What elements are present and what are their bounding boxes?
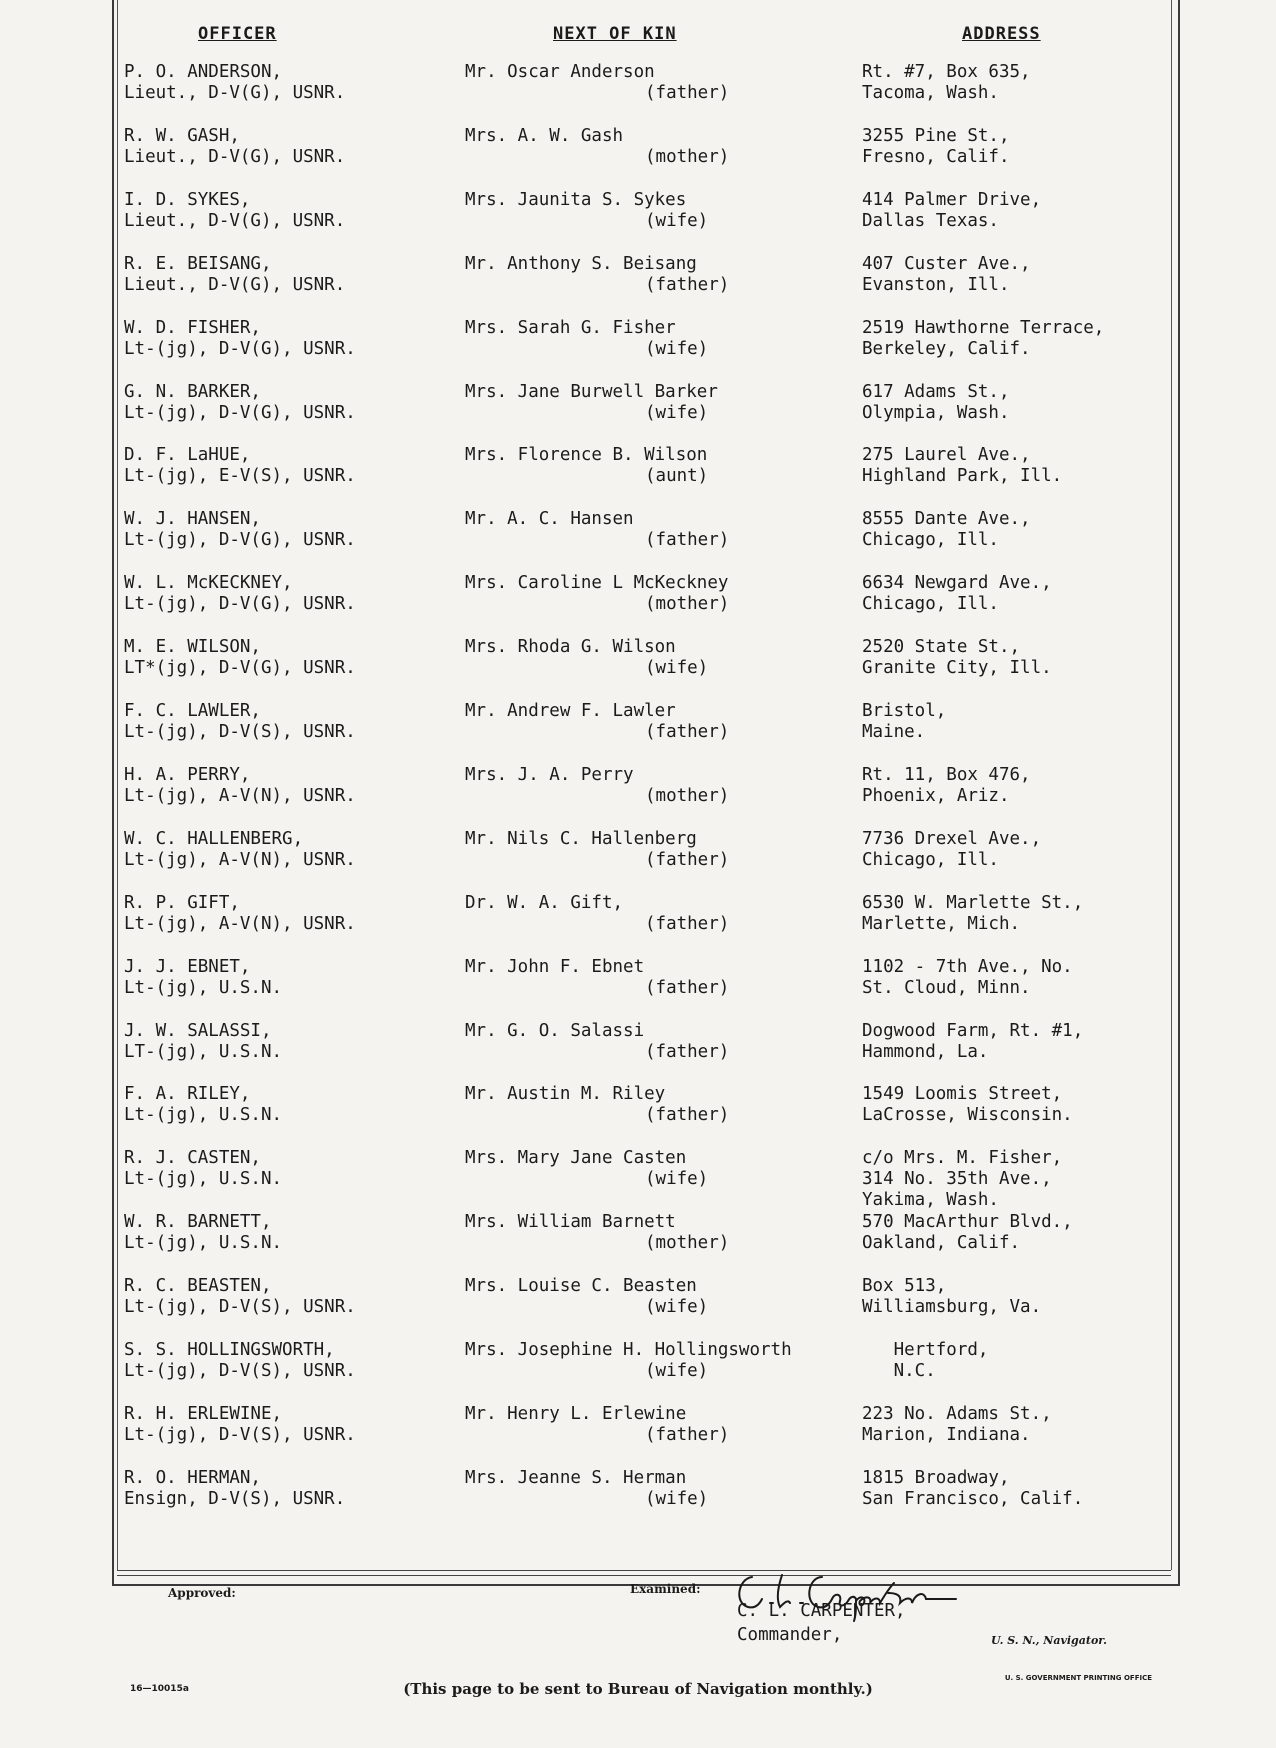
- officer-rank: Lt-(jg), D-V(G), USNR.: [124, 594, 356, 615]
- next-of-kin-name: Mr. Henry L. Erlewine: [465, 1403, 687, 1424]
- next-of-kin-column-header: NEXT OF KIN: [553, 24, 677, 44]
- next-of-kin-relation: (wife): [645, 1361, 709, 1381]
- address-line-1: Bristol,: [862, 701, 947, 721]
- address-line-1: 2519 Hawthorne Terrace,: [862, 317, 1105, 338]
- signer-name: C. L. CARPENTER,: [737, 1601, 906, 1621]
- address-column-header: ADDRESS: [962, 24, 1041, 44]
- address-line-1: 617 Adams St.,: [862, 381, 1010, 402]
- address-line-2: Dallas Texas.: [862, 210, 999, 231]
- signer-rank: Commander,: [737, 1625, 843, 1645]
- next-of-kin-relation: (wife): [645, 1488, 709, 1509]
- officer-name: I. D. SYKES,: [124, 189, 251, 210]
- officer-rank: Lt-(jg), A-V(N), USNR.: [124, 849, 356, 870]
- officer-row: [0, 382, 1276, 442]
- officer-row: [0, 254, 1276, 314]
- next-of-kin-relation: (mother): [645, 594, 730, 615]
- officer-column-header: OFFICER: [198, 24, 277, 44]
- address-line-1: c/o Mrs. M. Fisher,: [862, 1148, 1063, 1169]
- next-of-kin-name: Mr. John F. Ebnet: [465, 956, 645, 977]
- officer-name: R. W. GASH,: [124, 125, 240, 146]
- officer-name: H. A. PERRY,: [124, 764, 251, 785]
- examined-label: Examined:: [630, 1582, 701, 1596]
- officer-rank: Lieut., D-V(G), USNR.: [124, 274, 346, 295]
- officer-rank: Lt-(jg), D-V(G), USNR.: [124, 338, 356, 359]
- address-line-1: 407 Custer Ave.,: [862, 253, 1031, 274]
- address-line-1: Box 513,: [862, 1276, 947, 1297]
- next-of-kin-relation: (father): [645, 530, 730, 551]
- address-line-2: Chicago, Ill.: [862, 530, 999, 551]
- address-line-1: 6530 W. Marlette St.,: [862, 892, 1084, 913]
- officer-row: [0, 318, 1276, 378]
- officer-row: [0, 637, 1276, 697]
- next-of-kin-name: Mrs. Sarah G. Fisher: [465, 317, 676, 338]
- next-of-kin-name: Mr. Austin M. Riley: [465, 1084, 666, 1105]
- next-of-kin-relation: (father): [645, 977, 730, 998]
- officer-rank: Lieut., D-V(G), USNR.: [124, 210, 346, 231]
- next-of-kin-name: Mr. Andrew F. Lawler: [465, 701, 676, 721]
- navigator-label: U. S. N., Navigator.: [991, 1634, 1107, 1647]
- address-line-2: Oakland, Calif.: [862, 1233, 1021, 1254]
- next-of-kin-relation: (father): [645, 1424, 730, 1445]
- officer-name: G. N. BARKER,: [124, 381, 261, 402]
- address-line-2: Maine.: [862, 722, 926, 742]
- next-of-kin-name: Mrs. William Barnett: [465, 1212, 676, 1233]
- address-line-2: Olympia, Wash.: [862, 402, 1010, 423]
- address-line-1: Rt. 11, Box 476,: [862, 764, 1031, 785]
- form-number: 16—10015a: [130, 1684, 189, 1694]
- officer-rank: Lt-(jg), A-V(N), USNR.: [124, 785, 356, 806]
- officer-row: [0, 190, 1276, 250]
- next-of-kin-relation: (wife): [645, 338, 709, 359]
- address-line-2: Chicago, Ill.: [862, 849, 999, 870]
- next-of-kin-relation: (father): [645, 83, 730, 103]
- address-line-2: N.C.: [862, 1361, 936, 1381]
- next-of-kin-name: Mr. Nils C. Hallenberg: [465, 828, 697, 849]
- officer-rank: LT-(jg), U.S.N.: [124, 1041, 283, 1062]
- next-of-kin-name: Mrs. Louise C. Beasten: [465, 1276, 697, 1297]
- address-line-2: Evanston, Ill.: [862, 274, 1010, 295]
- next-of-kin-name: Dr. W. A. Gift,: [465, 892, 624, 913]
- next-of-kin-name: Mrs. Florence B. Wilson: [465, 445, 708, 466]
- address-line-1: 570 MacArthur Blvd.,: [862, 1212, 1073, 1233]
- next-of-kin-name: Mrs. Josephine H. Hollingsworth: [465, 1340, 792, 1360]
- next-of-kin-name: Mrs. J. A. Perry: [465, 764, 634, 785]
- officer-row: [0, 1276, 1276, 1336]
- address-line-1: 3255 Pine St.,: [862, 125, 1010, 146]
- officer-row: [0, 1148, 1276, 1211]
- officer-rank: Lieut., D-V(G), USNR.: [124, 83, 346, 103]
- officer-row: [0, 1468, 1276, 1528]
- officer-name: D. F. LaHUE,: [124, 445, 251, 466]
- next-of-kin-relation: (wife): [645, 658, 709, 679]
- officer-rank: Lt-(jg), D-V(S), USNR.: [124, 722, 356, 742]
- address-line-1: 8555 Dante Ave.,: [862, 509, 1031, 530]
- officer-name: J. J. EBNET,: [124, 956, 251, 977]
- address-line-1: 275 Laurel Ave.,: [862, 445, 1031, 466]
- officer-row: [0, 509, 1276, 569]
- address-line-1: 414 Palmer Drive,: [862, 189, 1042, 210]
- officer-name: F. C. LAWLER,: [124, 701, 261, 721]
- next-of-kin-name: Mr. A. C. Hansen: [465, 509, 634, 530]
- officer-row: [0, 893, 1276, 953]
- next-of-kin-relation: (mother): [645, 1233, 730, 1254]
- officer-name: W. C. HALLENBERG,: [124, 828, 304, 849]
- officer-name: R. E. BEISANG,: [124, 253, 272, 274]
- next-of-kin-name: Mrs. Jaunita S. Sykes: [465, 189, 687, 210]
- address-line-2: LaCrosse, Wisconsin.: [862, 1105, 1073, 1126]
- address-line-2: 314 No. 35th Ave.,: [862, 1169, 1052, 1190]
- officer-row: [0, 1084, 1276, 1144]
- next-of-kin-name: Mr. Anthony S. Beisang: [465, 253, 697, 274]
- officer-row: [0, 957, 1276, 1017]
- address-line-2: Hammond, La.: [862, 1041, 989, 1062]
- address-line-2: Fresno, Calif.: [862, 146, 1010, 167]
- address-line-1: Dogwood Farm, Rt. #1,: [862, 1020, 1084, 1041]
- officer-rank: Lt-(jg), U.S.N.: [124, 1169, 283, 1190]
- officer-name: R. H. ERLEWINE,: [124, 1403, 283, 1424]
- address-line-1: 1815 Broadway,: [862, 1467, 1010, 1488]
- officer-name: W. R. BARNETT,: [124, 1212, 272, 1233]
- address-line-2: Highland Park, Ill.: [862, 466, 1063, 487]
- officer-row: [0, 765, 1276, 825]
- address-line-2: Tacoma, Wash.: [862, 83, 999, 103]
- officer-rank: Lt-(jg), D-V(S), USNR.: [124, 1297, 356, 1318]
- next-of-kin-name: Mr. Oscar Anderson: [465, 62, 655, 82]
- footer-divider-inner: [117, 1575, 1171, 1576]
- next-of-kin-relation: (father): [645, 722, 730, 742]
- bureau-note: (This page to be sent to Bureau of Navigation monthly.): [403, 1680, 873, 1698]
- officer-name: R. O. HERMAN,: [124, 1467, 261, 1488]
- next-of-kin-name: Mrs. Jeanne S. Herman: [465, 1467, 687, 1488]
- address-line-2: St. Cloud, Minn.: [862, 977, 1031, 998]
- next-of-kin-relation: (father): [645, 1105, 730, 1126]
- officer-rank: Lt-(jg), D-V(S), USNR.: [124, 1424, 356, 1445]
- printer-imprint: U. S. GOVERNMENT PRINTING OFFICE: [1004, 1674, 1152, 1682]
- officer-row: [0, 445, 1276, 505]
- officer-name: R. J. CASTEN,: [124, 1148, 261, 1169]
- officer-row: [0, 701, 1276, 761]
- next-of-kin-name: Mrs. Jane Burwell Barker: [465, 381, 718, 402]
- address-line-2: Marlette, Mich.: [862, 913, 1021, 934]
- next-of-kin-relation: (father): [645, 1041, 730, 1062]
- address-line-1: 7736 Drexel Ave.,: [862, 828, 1042, 849]
- address-line-3: Yakima, Wash.: [862, 1190, 999, 1211]
- officer-rank: Ensign, D-V(S), USNR.: [124, 1488, 346, 1509]
- officer-name: S. S. HOLLINGSWORTH,: [124, 1340, 335, 1360]
- officer-row: [0, 1212, 1276, 1272]
- officer-rank: Lt-(jg), D-V(G), USNR.: [124, 402, 356, 423]
- officer-row: [0, 126, 1276, 186]
- address-line-2: Marion, Indiana.: [862, 1424, 1031, 1445]
- officer-row: [0, 829, 1276, 889]
- officer-rank: LT*(jg), D-V(G), USNR.: [124, 658, 356, 679]
- officer-rank: Lt-(jg), D-V(S), USNR.: [124, 1361, 356, 1381]
- next-of-kin-relation: (father): [645, 849, 730, 870]
- officer-name: W. D. FISHER,: [124, 317, 261, 338]
- officer-name: J. W. SALASSI,: [124, 1020, 272, 1041]
- next-of-kin-name: Mrs. Mary Jane Casten: [465, 1148, 687, 1169]
- next-of-kin-relation: (wife): [645, 210, 709, 231]
- address-line-2: Chicago, Ill.: [862, 594, 999, 615]
- officer-row: [0, 1340, 1276, 1400]
- next-of-kin-relation: (mother): [645, 146, 730, 167]
- next-of-kin-relation: (wife): [645, 1169, 709, 1190]
- officer-rank: Lt-(jg), U.S.N.: [124, 1233, 283, 1254]
- officer-rank: Lt-(jg), D-V(G), USNR.: [124, 530, 356, 551]
- address-line-2: Phoenix, Ariz.: [862, 785, 1010, 806]
- next-of-kin-name: Mrs. Rhoda G. Wilson: [465, 637, 676, 658]
- officer-name: M. E. WILSON,: [124, 637, 261, 658]
- next-of-kin-name: Mrs. A. W. Gash: [465, 125, 624, 146]
- next-of-kin-name: Mr. G. O. Salassi: [465, 1020, 645, 1041]
- address-line-1: 2520 State St.,: [862, 637, 1021, 658]
- officer-rank: Lieut., D-V(G), USNR.: [124, 146, 346, 167]
- officer-name: W. L. McKECKNEY,: [124, 573, 293, 594]
- next-of-kin-relation: (wife): [645, 1297, 709, 1318]
- address-line-1: 223 No. Adams St.,: [862, 1403, 1052, 1424]
- address-line-1: 1549 Loomis Street,: [862, 1084, 1063, 1105]
- address-line-2: Berkeley, Calif.: [862, 338, 1031, 359]
- officer-row: [0, 1021, 1276, 1081]
- address-line-1: 1102 - 7th Ave., No.: [862, 956, 1073, 977]
- address-line-1: Hertford,: [862, 1340, 989, 1360]
- officer-rank: Lt-(jg), U.S.N.: [124, 1105, 283, 1126]
- officer-rank: Lt-(jg), U.S.N.: [124, 977, 283, 998]
- next-of-kin-relation: (father): [645, 913, 730, 934]
- officer-name: F. A. RILEY,: [124, 1084, 251, 1105]
- officer-row: [0, 573, 1276, 633]
- officer-name: P. O. ANDERSON,: [124, 62, 283, 82]
- next-of-kin-relation: (aunt): [645, 466, 709, 487]
- officer-rank: Lt-(jg), A-V(N), USNR.: [124, 913, 356, 934]
- address-line-2: Williamsburg, Va.: [862, 1297, 1042, 1318]
- address-line-2: San Francisco, Calif.: [862, 1488, 1084, 1509]
- address-line-1: 6634 Newgard Ave.,: [862, 573, 1052, 594]
- next-of-kin-name: Mrs. Caroline L McKeckney: [465, 573, 729, 594]
- officer-row: [0, 62, 1276, 122]
- officer-name: R. P. GIFT,: [124, 892, 240, 913]
- next-of-kin-relation: (wife): [645, 402, 709, 423]
- footer-divider: [117, 1570, 1171, 1571]
- address-line-2: Granite City, Ill.: [862, 658, 1052, 679]
- address-line-1: Rt. #7, Box 635,: [862, 62, 1031, 82]
- officer-name: W. J. HANSEN,: [124, 509, 261, 530]
- next-of-kin-relation: (mother): [645, 785, 730, 806]
- officer-row: [0, 1404, 1276, 1464]
- officer-name: R. C. BEASTEN,: [124, 1276, 272, 1297]
- officer-rank: Lt-(jg), E-V(S), USNR.: [124, 466, 356, 487]
- approved-label: Approved:: [168, 1586, 236, 1600]
- next-of-kin-relation: (father): [645, 274, 730, 295]
